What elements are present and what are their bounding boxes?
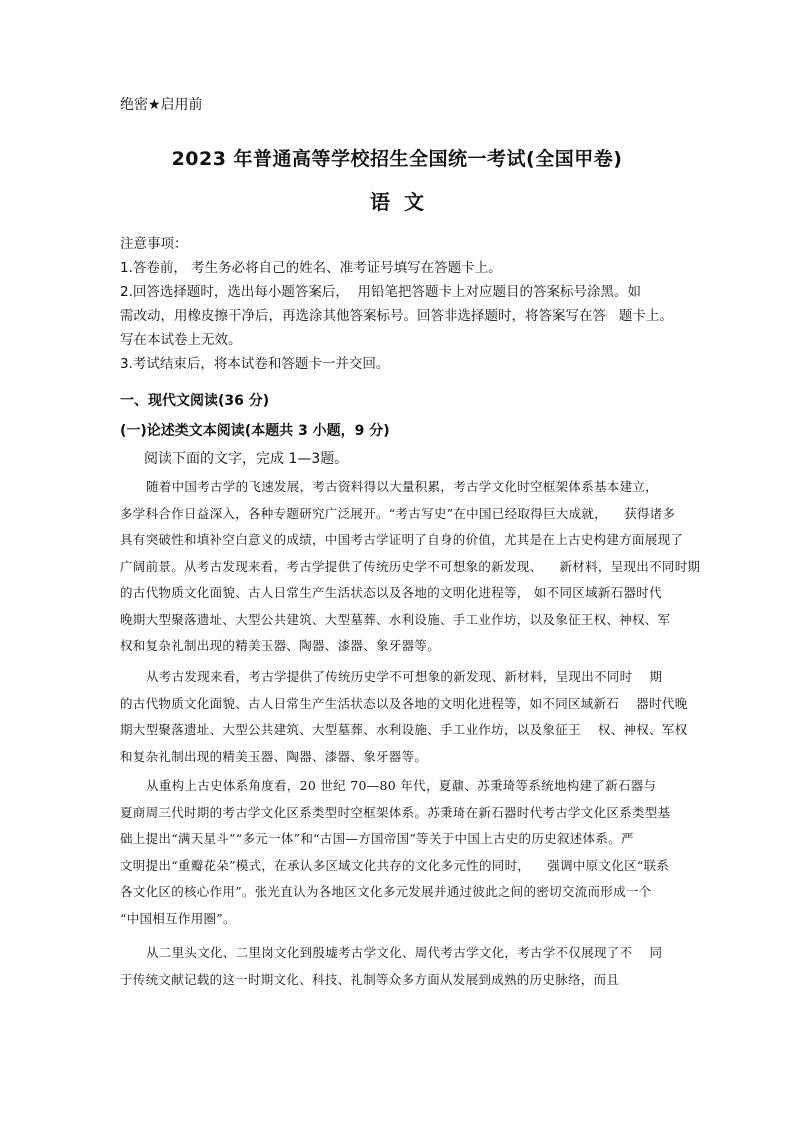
passage-line: 夏商周三代时期的考古学文化区系类型时空框架体系。苏秉琦在新石器时代考古学文化区系类型基: [120, 804, 671, 820]
passage-line: 从二里头文化、二里岗文化到殷墟考古学文化、周代考古学文化，考古学不仅展现了不 同: [146, 945, 663, 960]
passage-line: “中国相互作用圈”。: [120, 910, 236, 926]
section-title: 一、现代文阅读(36 分): [120, 393, 270, 409]
passage-line: 文明提出“重瓣花朵”模式，在承认多区域文化共存的文化多元性的同时， 强调中原文化区“联系: [120, 857, 670, 873]
notice-heading: 注意事项：: [120, 236, 188, 252]
passage-line: 从重构上古史体系角度看，20 世纪 70—80 年代，夏鼐、苏秉琦等系统地构建了新石器与: [146, 778, 657, 793]
passage-line: 和复杂礼制出现的精美玉器、陶器、漆器、象牙器等。: [120, 748, 428, 764]
passage-line: 的古代物质文化面貌、古人日常生产生活状态以及各地的文明化进程等，如不同区域新石 器时代晚: [120, 695, 688, 711]
passage-line: 晚期大型聚落遗址、大型公共建筑、大型墓葬、水利设施、手工业作坊，以及象征王权、神权、军: [120, 611, 671, 627]
passage-paragraph-1: [120, 474, 701, 660]
subject-title: 语 文: [370, 190, 424, 214]
passage-line: 多学科合作日益深入，各种专题研究广泛展开。“考古写史”在中国已经取得巨大成就， 获得诸多: [120, 505, 676, 521]
secret-label: 绝密★启用前: [120, 97, 203, 113]
passage-line: 期大型聚落遗址、大型公共建筑、大型墓葬、水利设施、手工业作坊，以及象征王 权、神权、军权: [120, 722, 688, 737]
notice-line: 2.回答选择题时，选出每小题答案后， 用铅笔把答题卡上对应题目的答案标号涂黑。如: [120, 284, 641, 300]
passage-line: 的古代物质文化面貌、古人日常生产生活状态以及各地的文明化进程等， 如不同区域新石器时代: [120, 585, 662, 600]
reading-instruction: 阅读下面的文字，完成 1—3题。: [144, 451, 349, 467]
passage-paragraph-3: [120, 773, 695, 932]
passage-line: 随着中国考古学的飞速发展，考古资料得以大量积累，考古学文化时空框架体系基本建立，: [146, 479, 659, 494]
passage-line: 从考古发现来看，考古学提供了传统历史学不可想象的新发现、新材料，呈现出不同时 期: [146, 669, 663, 684]
notice-line: 3.考试结束后，将本试卷和答题卡一并交回。: [120, 356, 390, 372]
passage-line: 权和复杂礼制出现的精美玉器、陶器、漆器、象牙器等。: [120, 638, 441, 653]
passage-line: 各文化区的核心作用”。张光直认为各地区文化多元发展并通过彼此之间的密切交流而形成一个: [120, 884, 652, 899]
notice-line: 需改动，用橡皮擦干净后，再选涂其他答案标号。回答非选择题时，将答案写在答 题卡上。: [120, 308, 673, 324]
exam-title: 2023 年普通高等学校招生全国统一考试(全国甲卷): [171, 148, 623, 170]
passage-line: 于传统文献记载的这一时期文化、科技、礼制等众多方面从发展到成熟的历史脉络，而且: [120, 971, 620, 987]
notice-block: [120, 232, 695, 376]
passage-line: 础上提出“满天星斗”“多元一体”和“古国—方国帝国”等关于中国上古史的历史叙述体系。严: [120, 831, 634, 846]
passage-line: 广阔前景。从考古发现来看，考古学提供了传统历史学不可想象的新发现、 新材料，呈现出不同时期: [120, 558, 701, 574]
passage-paragraph-2: [120, 664, 695, 770]
passage-line: 具有突破性和填补空白意义的成绩，中国考古学证明了自身的价值，尤其是在上古史构建方面展现了: [120, 532, 684, 547]
notice-line: 写在本试卷上无效。: [120, 332, 242, 348]
notice-line: 1.答卷前， 考生务必将自己的姓名、准考证号填写在答题卡上。: [120, 260, 502, 276]
passage-paragraph-4: [120, 940, 695, 993]
section-subtitle: (一)论述类文本阅读(本题共 3 小题，9 分): [120, 423, 390, 439]
